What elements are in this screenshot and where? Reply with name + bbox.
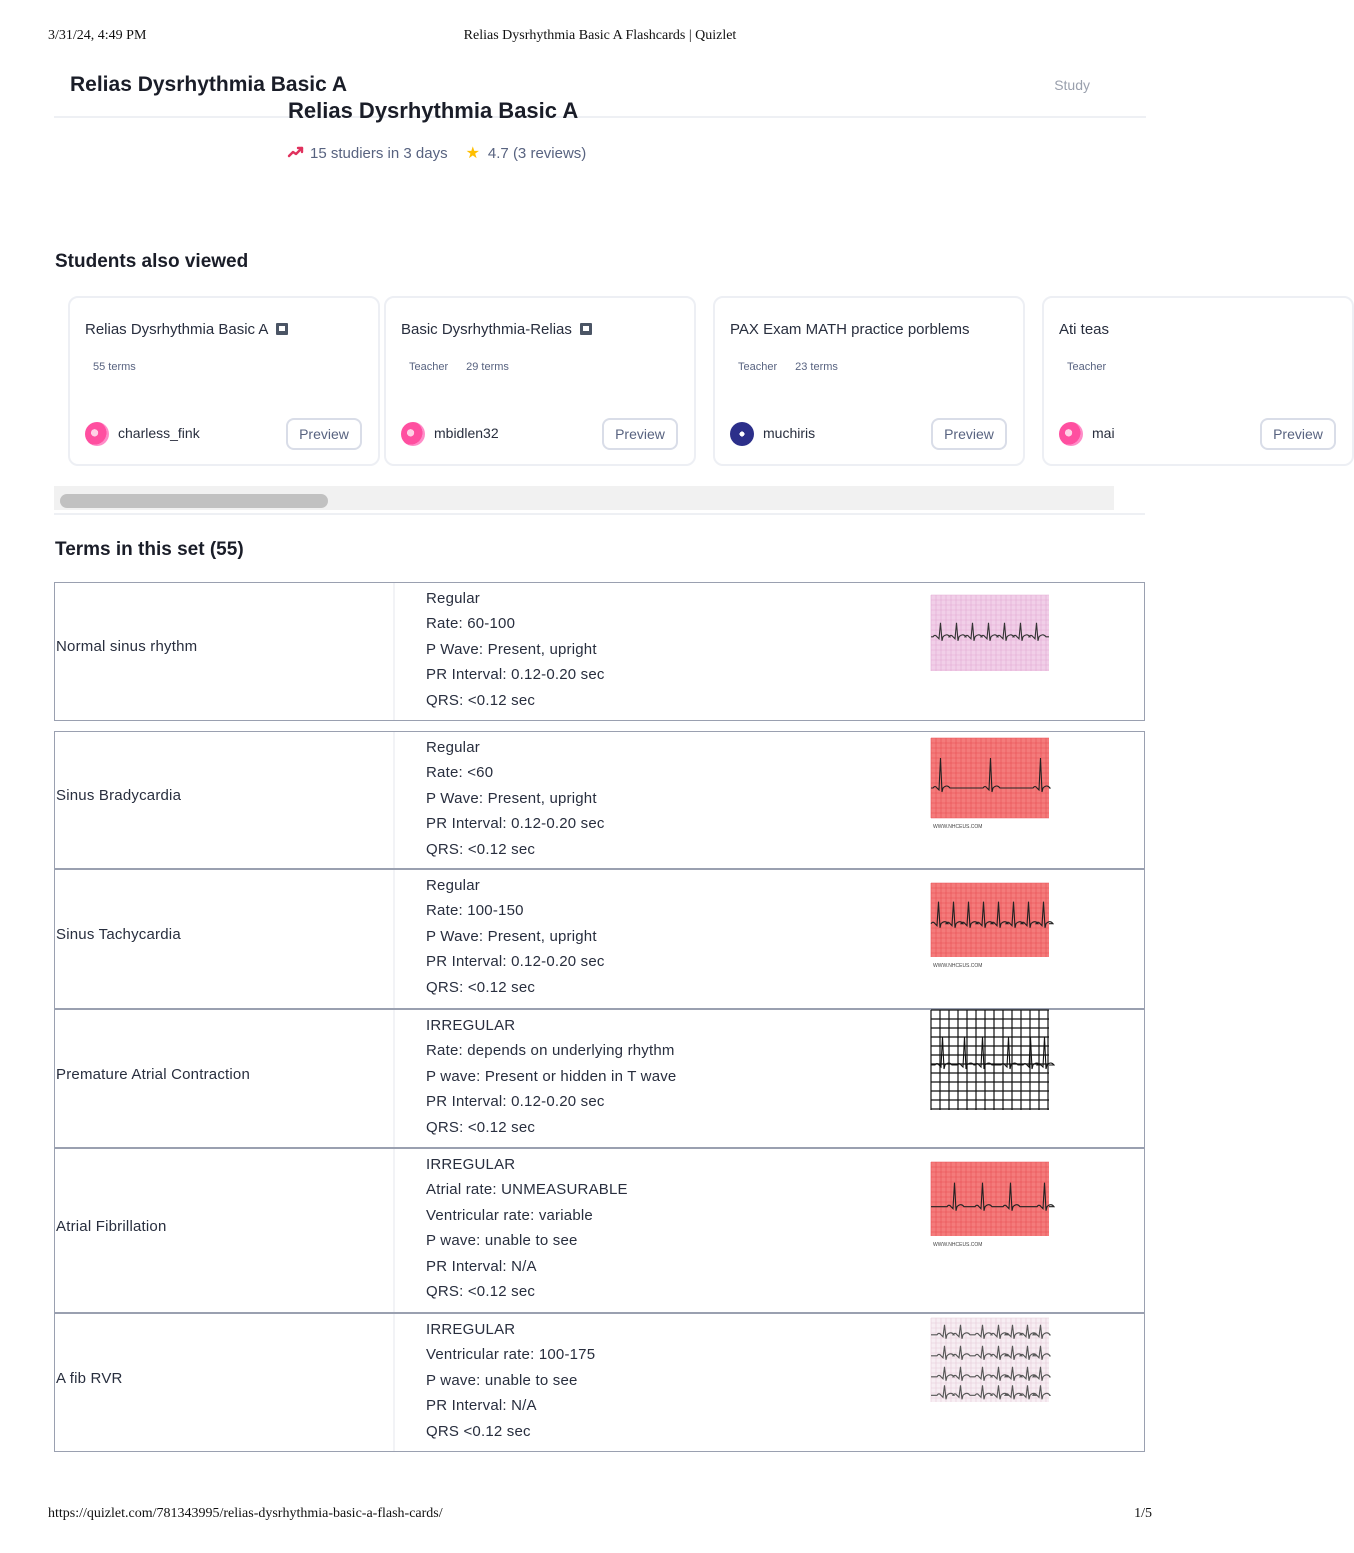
related-set-card[interactable] <box>1042 296 1354 466</box>
column-divider <box>393 870 395 1008</box>
card-username[interactable]: mbidlen32 <box>434 425 499 441</box>
svg-text:WWW.NHCEUS.COM: WWW.NHCEUS.COM <box>933 1242 983 1248</box>
card-username[interactable]: charless_fink <box>118 425 200 441</box>
ekg-strip-image <box>931 591 1049 683</box>
column-divider <box>393 583 395 720</box>
preview-button[interactable]: Preview <box>931 418 1007 450</box>
students-also-viewed-heading: Students also viewed <box>55 251 249 272</box>
star-icon: ★ <box>465 145 480 162</box>
card-username[interactable]: mai <box>1092 425 1115 441</box>
card-role: Teacher <box>1067 361 1107 373</box>
preview-button[interactable]: Preview <box>1260 418 1336 450</box>
print-page-number: 1/5 <box>1134 1506 1152 1521</box>
card-title[interactable]: Ati teas <box>1059 321 1110 338</box>
terms-heading: Terms in this set (55) <box>55 539 244 560</box>
trending-icon <box>288 145 304 162</box>
print-url: https://quizlet.com/781343995/relias-dysrhythmia-basic-a-flash-cards/ <box>48 1506 443 1521</box>
ekg-strip-image <box>931 734 1049 830</box>
column-divider <box>393 1010 395 1147</box>
definition-text: IRREGULAR Ventricular rate: 100-175 P wave: unable to see PR Interval: N/A QRS <0.12 sec <box>426 1321 596 1440</box>
set-title: Relias Dysrhythmia Basic A <box>70 73 348 96</box>
term-text: Sinus Tachycardia <box>56 926 181 943</box>
term-row[interactable] <box>54 1148 1145 1313</box>
card-title[interactable]: PAX Exam MATH practice porblems <box>730 321 970 338</box>
term-text: Atrial Fibrillation <box>56 1218 167 1235</box>
ekg-strip-image <box>931 1010 1049 1110</box>
column-divider <box>393 732 395 868</box>
term-text: A fib RVR <box>56 1370 123 1387</box>
term-text: Sinus Bradycardia <box>56 787 182 804</box>
definition-text: Regular Rate: <60 P Wave: Present, upright PR Interval: 0.12-0.20 sec QRS: <0.12 sec <box>426 739 605 858</box>
card-title[interactable]: Relias Dysrhythmia Basic A <box>85 321 269 338</box>
print-header <box>48 28 1152 48</box>
print-date: 3/31/24, 4:49 PM <box>48 28 147 43</box>
avatar <box>1059 422 1083 446</box>
ekg-strip-image <box>931 879 1049 969</box>
study-button[interactable]: Study <box>1054 77 1090 93</box>
definition-text: Regular Rate: 60-100 P Wave: Present, upright PR Interval: 0.12-0.20 sec QRS: <0.12 sec <box>426 590 605 709</box>
term-text: Premature Atrial Contraction <box>56 1066 251 1083</box>
related-set-card[interactable] <box>713 296 1025 466</box>
card-role: Teacher <box>409 361 449 373</box>
flashcards-icon <box>580 323 592 335</box>
preview-button[interactable]: Preview <box>602 418 678 450</box>
ekg-strip-image <box>931 1158 1049 1248</box>
studiers-count: 15 studiers in 3 days <box>310 144 448 162</box>
svg-text:WWW.NHCEUS.COM: WWW.NHCEUS.COM <box>933 963 983 969</box>
print-footer <box>48 1506 1152 1526</box>
card-title[interactable]: Basic Dysrhythmia-Relias <box>401 321 572 338</box>
definition-text: Regular Rate: 100-150 P Wave: Present, upright PR Interval: 0.12-0.20 sec QRS: <0.12 sec <box>426 877 605 996</box>
related-set-card[interactable] <box>68 296 380 466</box>
section-divider <box>54 513 1145 515</box>
related-set-card[interactable] <box>384 296 696 466</box>
related-sets-carousel[interactable] <box>84 294 1323 490</box>
page-title-behind-header: Relias Dysrhythmia Basic A <box>288 98 579 123</box>
avatar <box>85 422 109 446</box>
term-row[interactable] <box>54 1313 1145 1452</box>
column-divider <box>393 1149 395 1312</box>
print-document-title: Relias Dysrhythmia Basic A Flashcards | Quizlet <box>463 28 737 43</box>
avatar <box>401 422 425 446</box>
term-row[interactable] <box>54 1009 1145 1148</box>
card-username[interactable]: muchiris <box>763 425 816 441</box>
card-term-count: 23 terms <box>795 361 838 373</box>
flashcards-icon <box>276 323 288 335</box>
term-text: Normal sinus rhythm <box>56 638 198 655</box>
carousel-scrollbar[interactable] <box>54 486 1114 510</box>
definition-text: IRREGULAR Rate: depends on underlying rhythm P wave: Present or hidden in T wave PR Interval: 0.12-0.20 sec QRS: <0.12 sec <box>426 1017 677 1136</box>
term-row[interactable] <box>54 731 1145 869</box>
card-term-count: 55 terms <box>93 361 136 373</box>
scrollbar-thumb[interactable] <box>60 494 328 508</box>
avatar <box>730 422 754 446</box>
card-term-count: 29 terms <box>466 361 509 373</box>
card-role: Teacher <box>738 361 778 373</box>
column-divider <box>393 1314 395 1451</box>
rating[interactable]: 4.7 (3 reviews) <box>487 144 587 162</box>
set-stats <box>288 143 586 163</box>
ekg-strip-image <box>931 1314 1049 1414</box>
definition-text: IRREGULAR Atrial rate: UNMEASURABLE Ventricular rate: variable P wave: unable to see PR Interval: N/A QRS: <0.12 sec <box>426 1156 628 1300</box>
preview-button[interactable]: Preview <box>286 418 362 450</box>
term-row[interactable] <box>54 582 1145 721</box>
term-row[interactable] <box>54 869 1145 1009</box>
svg-text:WWW.NHCEUS.COM: WWW.NHCEUS.COM <box>933 824 983 830</box>
